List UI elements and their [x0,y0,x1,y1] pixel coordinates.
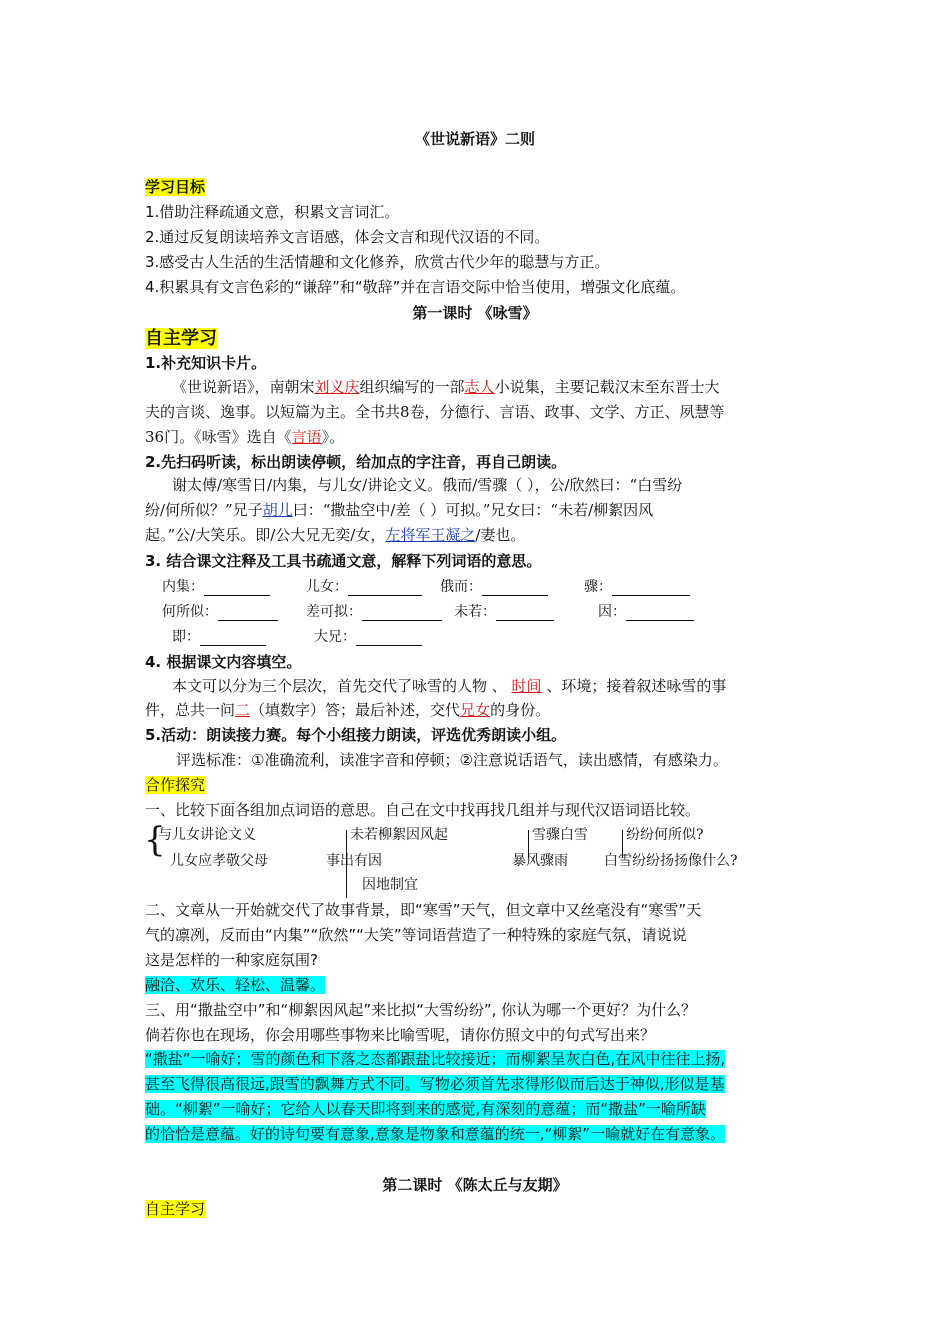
answer-blank[interactable] [626,604,694,621]
brace: { [144,820,166,860]
q4-line: 件，总共一问二（填数字）答；最后补述，交代兄女的身份。 [145,701,551,719]
word-pair-item: 雪骤白雪 [532,827,588,843]
e3-answer: 础。“柳絮”一喻好；它给人以春天即将到来的感觉,有深刻的意蕴；而“撒盐”一喻所缺 [145,1100,706,1118]
answer-blank[interactable] [218,604,278,621]
q4-heading: 4. 根据课文内容填空。 [145,653,302,671]
q1-line: 《世说新语》，南朝宋刘义庆组织编写的一部志人小说集，主要记载汉末至东晋士大 [172,378,720,396]
q3-heading: 3. 结合课文注释及工具书疏通文意，解释下列词语的意思。 [145,552,542,570]
word-pair-item: 白雪纷纷扬扬像什么? [604,853,738,869]
term-ernv: 儿女： [306,576,422,596]
q5-criteria: 评选标准：①准确流利，读准字音和停顿；②注意说话语气，读出感情，有感染力。 [176,751,728,769]
q2-line: 纷/何所似？”兄子胡儿曰：“撒盐空中/差（ ）可拟。”兄女曰：“未若/柳絮因风 [145,501,654,519]
goal-item: 4.积累具有文言色彩的“谦辞”和“敬辞”并在言语交际中恰当使用，增强文化底蕴。 [145,278,686,296]
goal-item: 3.感受古人生活的生活情趣和文化修养，欣赏古代少年的聪慧与方正。 [145,253,610,271]
q1-line: 夫的言谈、逸事。以短篇为主。全书共8卷，分德行、言语、政事、文学、方正、夙慧等 [145,403,725,421]
word-pair-item: 未若柳絮因风起 [350,827,448,843]
term-eer: 俄而： [440,576,548,596]
q1-line: 36门。《咏雪》选自《言语》。 [145,428,345,446]
term-ji: 即： [172,626,266,646]
term-daxiong: 大兄： [314,626,422,646]
e2-line: 这是怎样的一种家庭氛围? [145,951,318,969]
e3-line: 倘若你也在现场，你会用哪些事物来比喻雪呢，请你仿照文中的句式写出来？ [145,1026,656,1044]
e2-answer: 融洽、欢乐、轻松、温馨。 [145,976,326,994]
term-weiruo: 未若： [454,601,554,621]
q2-line: 起。”公/大笑乐。即/公大兄无奕/女，左将军王凝之/妻也。 [145,526,526,544]
term-chakeni: 差可拟： [306,601,442,621]
answer-blank[interactable] [362,604,442,621]
e1-text: 一、比较下面各组加点词语的意思。自己在文中找再找几组并与现代汉语词语比较。 [145,801,701,819]
goal-item: 2.通过反复朗读培养文言语感，体会文言和现代汉语的不同。 [145,228,550,246]
answer-blank[interactable] [612,579,690,596]
term-hesuosi: 何所似： [162,601,278,621]
term-yin: 因： [598,601,694,621]
self-study-heading: 自主学习 [145,328,217,349]
term-neiji: 内集： [162,576,270,596]
word-pair-item: 与儿女讲论文义 [158,827,256,843]
word-pair-item: 事出有因 [326,853,382,869]
q1-heading: 1.补充知识卡片。 [145,354,267,372]
q2-line: 谢太傅/寒雪日/内集，与儿女/讲论文义。俄而/雪骤（ ），公/欣然曰：“白雪纷 [172,476,683,494]
e3-answer: 甚至飞得很高很远,跟雪的飘舞方式不同。写物必须首先求得形似而后达于神似,形似是基 [145,1075,725,1093]
answer-blank[interactable] [348,579,422,596]
answer-blank[interactable] [496,604,554,621]
goals-heading: 学习目标 [145,178,206,196]
e2-line: 气的凛冽，反而由“内集”“欣然”“大笑”等词语营造了一种特殊的家庭气氛，请说说 [145,926,687,944]
q5-heading: 5.活动：朗读接力赛。每个小组接力朗读，评选优秀朗读小组。 [145,726,567,744]
document-title: 《世说新语》二则 [414,130,535,148]
term-zhou: 骤： [584,576,690,596]
self-study-heading-2: 自主学习 [145,1200,206,1218]
word-pair-item: 纷纷何所似? [626,827,704,843]
q2-heading: 2.先扫码听读，标出朗读停顿，给加点的字注音，再自己朗读。 [145,453,567,471]
e2-line: 二、文章从一开始就交代了故事背景，即“寒雪”天气，但文章中又丝毫没有“寒雪”天 [145,901,702,919]
answer-blank[interactable] [482,579,548,596]
e3-answer: 的恰恰是意蕴。好的诗句要有意象,意象是物象和意蕴的统一,“柳絮”一喻就好在有意象。 [145,1125,726,1143]
goal-item: 1.借助注释疏通文意，积累文言词汇。 [145,203,400,221]
coop-heading: 合作探究 [145,776,206,794]
word-pair-item: 儿女应孝敬父母 [170,853,268,869]
q4-line: 本文可以分为三个层次，首先交代了咏雪的人物 、 时间 、环境；接着叙述咏雪的事 [172,677,727,695]
lesson2-title: 第二课时 《陈太丘与友期》 [382,1176,568,1194]
answer-blank[interactable] [204,579,270,596]
e3-answer: “撒盐”一喻好；雪的颜色和下落之态都跟盐比较接近；而柳絮呈灰白色,在风中往往上扬, [145,1050,726,1068]
answer-blank[interactable] [200,629,266,646]
word-pair-item: 暴风骤雨 [512,853,568,869]
word-pair-item: 因地制宜 [362,877,418,893]
e3-line: 三、用“撒盐空中”和“柳絮因风起”来比拟“大雪纷纷”, 你认为哪一个更好？为什么？ [145,1001,697,1019]
answer-blank[interactable] [356,629,422,646]
lesson1-title: 第一课时 《咏雪》 [412,304,538,322]
